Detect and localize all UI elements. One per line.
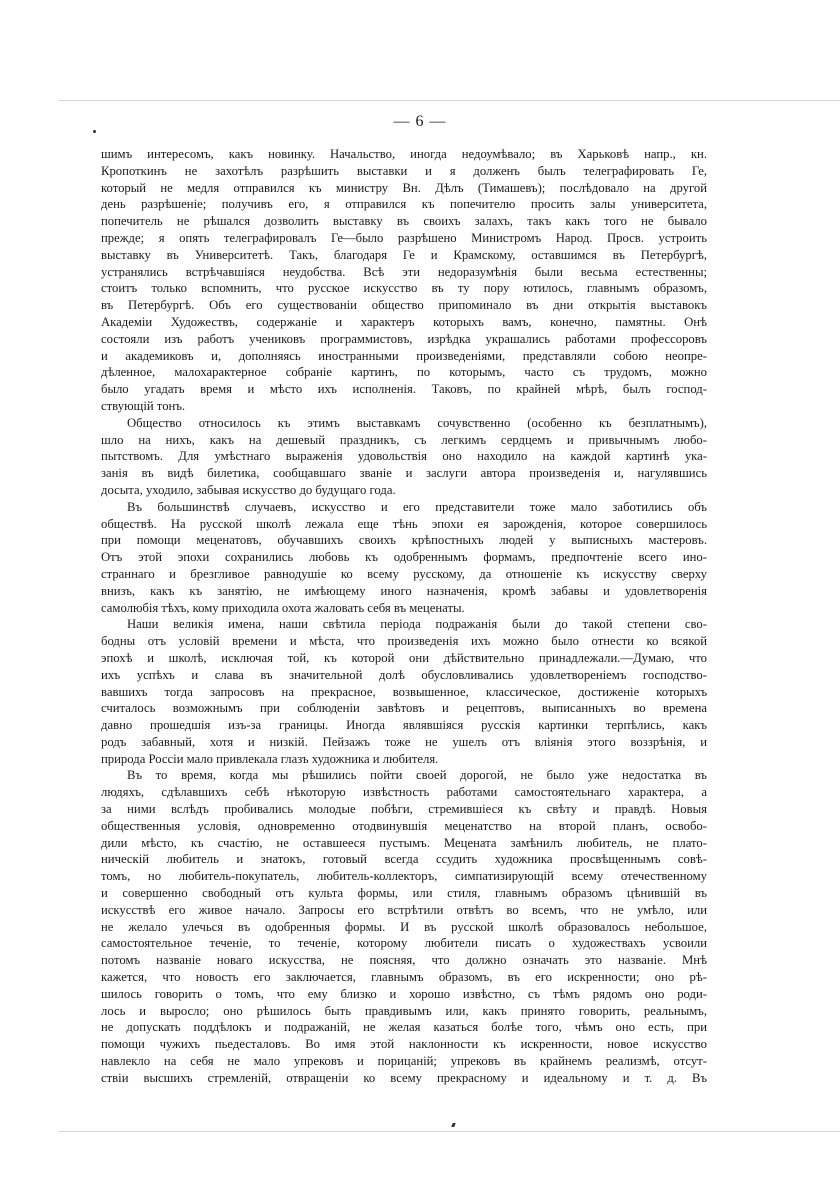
text-line: лось и выросло; оно рѣшилось быть правдивымъ или, какъ принято говорить, реальнымъ, xyxy=(101,1003,707,1018)
text-line: ихъ успѣхъ и слава въ значительной долѣ обусловливались удовлетвореніемъ господство- xyxy=(101,667,707,682)
text-line: дили мѣсто, къ счастію, не оставшееся пустымъ. Мецената замѣнилъ любитель, не плато- xyxy=(101,835,707,850)
text-line: потомъ названіе новаго искусства, не поясняя, что должно означать это названіе. Мнѣ xyxy=(101,953,707,968)
text-line: эпохѣ и школѣ, исключая той, къ которой они дѣйствительно принадлежали.—Думаю, что xyxy=(101,650,707,665)
text-line: считалось возможнымъ при соблюденіи завѣтовъ и рецептовъ, выписанныхъ во времена xyxy=(101,701,707,716)
text-line: вавшихъ тогда запросовъ на прекрасное, возвышенное, классическое, достиженіе которыхъ xyxy=(101,684,707,699)
text-line: Отъ этой эпохи сохранились любовь къ одобреннымъ формамъ, предпочтеніе всего ино- xyxy=(101,550,707,565)
text-line: занія въ видѣ билетика, сообщавшаго званіе и заслуги автора произведенія и, нагулявшись xyxy=(101,466,707,481)
body-text xyxy=(101,146,707,1087)
page-number: — 6 — xyxy=(393,113,447,130)
text-line: давно прошедшія изъ-за границы. Иногда являвшіяся русскія картинки терпѣлись, какъ xyxy=(101,718,707,733)
text-line: при помощи меценатовъ, обучавшихъ своихъ крѣпостныхъ людей у выписныхъ мастеровъ. xyxy=(101,533,707,548)
text-line: Въ большинствѣ случаевъ, искусство и его представители тоже мало заботились объ xyxy=(127,499,707,514)
text-line: ствіи высшихъ стремленій, отвращеніи ко всему прекрасному и идеальному и т. д. Въ xyxy=(101,1070,707,1085)
paragraph xyxy=(101,415,707,499)
text-line: природа Россіи мало привлекала глазъ художника и любителя. xyxy=(101,751,439,766)
scan-speck-bottom xyxy=(451,1123,455,1127)
text-line: помощи чужихъ пьедесталовъ. Во имя этой наклонности къ искренности, новое искусство xyxy=(101,1037,707,1052)
paragraph xyxy=(101,146,707,415)
text-line: прежде; я опять телеграфировалъ Ге—было разрѣшено Министромъ Народ. Просв. устроить xyxy=(101,230,707,245)
text-line: шимъ интересомъ, какъ новинку. Начальство, иногда недоумѣвало; въ Харьковѣ напр., кн. xyxy=(101,147,707,161)
text-line: который не медля отправился къ министру Вн. Дѣлъ (Тимашевъ); послѣдовало на другой xyxy=(101,180,707,195)
text-line: и академиковъ и, дополняясь иностранными произведеніями, представляли собою неопре- xyxy=(101,348,707,363)
paragraph xyxy=(101,499,707,617)
text-line: самостоятельное теченіе, то теченіе, которому любители писать о художествахъ усвоили xyxy=(101,936,707,951)
text-line: Кропоткинъ не захотѣлъ разрѣшить выставки и я долженъ былъ телеграфировать Ге, xyxy=(101,163,707,178)
text-line: въ Петербургѣ. Объ его существованіи общество припоминало въ дни открытія выставокъ xyxy=(101,298,707,313)
text-line: состояли изъ работъ учениковъ программистовъ, изрѣдка украшались работами профессоровъ xyxy=(101,331,707,346)
text-line: пытствомъ. Для умѣстнаго выраженія удовольствія оно находило на каждой картинѣ ука- xyxy=(101,449,707,464)
paragraph xyxy=(101,616,707,767)
text-line: ствующій тонъ. xyxy=(101,398,186,413)
text-line: самолюбія тѣхъ, кому приходила охота жаловать себя въ меценаты. xyxy=(101,600,465,615)
text-line: томъ, но любитель-покупатель, любитель-коллекторъ, симпатизирующій всему отечественному xyxy=(101,869,707,884)
text-line: дѣленное, малохарактерное собраніе картинъ, по которымъ, часто съ трудомъ, можно xyxy=(101,365,707,380)
text-line: обществѣ. На русской школѣ лежала еще тѣнь эпохи ея зарожденія, которое совершилось xyxy=(101,516,707,531)
text-line: людяхъ, сдѣлавшихъ себѣ нѣкоторую извѣстность работами самостоятельнаго характера, а xyxy=(101,785,707,800)
text-line: ническій любитель и знатокъ, готовый всегда ссудить художника просвѣщеннымъ совѣ- xyxy=(101,852,707,867)
text-line: кажется, что новость его заключается, главнымъ образомъ, въ его искренности; оно рѣ- xyxy=(101,970,707,985)
scan-edge-bottom xyxy=(58,1131,840,1132)
scan-edge-top xyxy=(58,100,840,101)
text-line: устранялись встрѣчавшіяся неудобства. Всѣ эти недоразумѣнія были весьма естественны; xyxy=(101,264,707,279)
text-line: досыта, уходило, забывая искусство до будущаго года. xyxy=(101,482,396,497)
text-line: навлекло на себя не мало упрековъ и порицаній; упрековъ въ крайнемъ реализмѣ, отсут- xyxy=(101,1054,707,1069)
text-line: попечитель не рѣшался дозволить выставку въ своихъ залахъ, такъ какъ того не бывало xyxy=(101,214,707,229)
paragraph xyxy=(101,767,707,1086)
text-line: не допускать поддѣлокъ и подражаній, не желая казаться болѣе того, чѣмъ оно есть, при xyxy=(101,1020,707,1035)
text-line: выставку въ Университетѣ. Такъ, благодаря Ге и Крамскому, оставшимся въ Петербургѣ, xyxy=(101,247,707,262)
text-line: Въ то время, когда мы рѣшились пойти своей дорогой, не было уже недостатка въ xyxy=(127,768,707,783)
text-line: шло на нихъ, какъ на дешевый праздникъ, съ легкимъ сердцемъ и привычнымъ любо- xyxy=(101,432,707,447)
text-line: Наши великія имена, наши свѣтила періода подражанія были до такой степени сво- xyxy=(127,617,707,632)
text-line: Академіи Художествъ, содержаніе и характеръ которыхъ вамъ, конечно, памятны. Онѣ xyxy=(101,314,707,329)
text-line: не желало улечься въ одобренныя формы. И въ русской школѣ образовалось небольшое, xyxy=(101,919,707,934)
text-line: искусствѣ его живое начало. Запросы его встрѣтили отвѣтъ во всемъ, что не умѣло, или xyxy=(101,902,707,917)
text-line: было угадать время и мѣсто ихъ исполненія. Таковъ, по крайней мѣрѣ, былъ господ- xyxy=(101,382,707,397)
text-line: день разрѣшеніе; получивъ его, я отправился къ попечителю просить залы университета, xyxy=(101,197,707,212)
text-line: родъ забавный, хотя и низкій. Пейзажъ тоже не ушелъ отъ вліянія этого воззрѣнія, и xyxy=(101,734,707,749)
text-line: шилось говорить о томъ, что ему близко и хорошо извѣстно, съ тѣмъ рядомъ оно роди- xyxy=(101,986,707,1001)
text-line: и совершенно свободный отъ культа формы, или стиля, главнымъ образомъ цѣнившій въ xyxy=(101,886,707,901)
text-line: внизъ, какъ къ занятію, не имѣющему иного назначенія, кромѣ забавы и удовлетворенія xyxy=(101,583,707,598)
text-line: Общество относилось къ этимъ выставкамъ сочувственно (особенно къ безплатнымъ), xyxy=(127,415,707,430)
text-line: страннаго и брезгливое равнодушіе ко всему русскому, да отношеніе къ искусству сверху xyxy=(101,566,707,581)
text-line: стоитъ только вспомнить, что русское искусство въ ту пору ютилось, главнымъ образомъ, xyxy=(101,281,707,296)
text-line: за ними вслѣдъ пробивались молодые побѣги, стремившіеся къ свѣту и правдѣ. Новыя xyxy=(101,802,707,817)
text-line: бодны отъ условій времени и мѣста, что произведенія ихъ можно было отнести ко всякой xyxy=(101,634,707,649)
text-line: общественныя условія, одновременно отодвинувшія меценатство на второй планъ, освобо- xyxy=(101,818,707,833)
